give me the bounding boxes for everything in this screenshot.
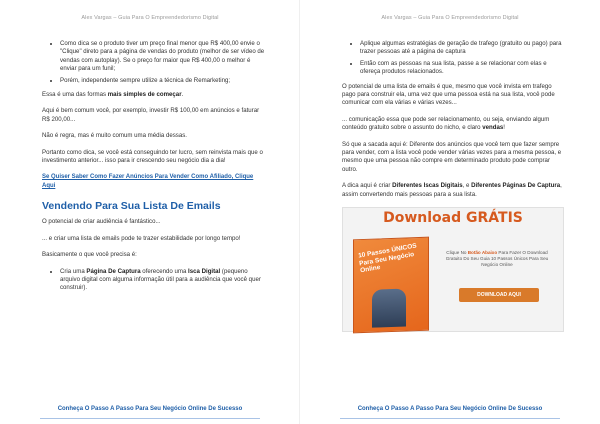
list-item: • Cria uma Página De Captura oferecendo uma Isca Digital (pequeno arquivo digital com alguma informação útil para a audiência que você quer construir). — [60, 268, 268, 293]
page-footer — [300, 397, 600, 419]
author-photo — [372, 289, 406, 328]
footer-link[interactable]: Conheça O Passo A Passo Para Seu Negócio Online De Sucesso — [57, 406, 243, 412]
paragraph: ... comunicação essa que pode ser relacionamento, ou seja, enviando algum conteúdo gratuito sobre o assunto do nicho, e claro vendas! — [342, 115, 550, 132]
bullet-list — [42, 268, 268, 293]
ebook-cover-image — [353, 237, 429, 334]
banner-copy: Clique No Botão Abaixo Para Fazer O Download Gratuito Do Seu Guia 10 Passos Únicos Para Seu Negócio Online — [445, 250, 549, 268]
footer-rule — [40, 418, 260, 419]
paragraph: O potencial de criar audiência é fantástico... — [42, 218, 161, 226]
left-page-body — [42, 40, 268, 299]
paragraph: Não é regra, mas é muito comum uma média dessas. — [42, 132, 187, 140]
affiliate-ads-link-para — [42, 173, 268, 190]
list-item: • Então com as pessoas na sua lista, passe a se relacionar com elas e ofereça produtos relacionados. — [360, 60, 564, 77]
paragraph: ... e criar uma lista de emails pode te trazer estabilidade por longo tempo! — [42, 234, 241, 242]
page-header: Alex Vargas – Guia Para O Empreendedorismo Digital — [81, 15, 219, 21]
bullet-list — [342, 40, 564, 77]
page-footer — [0, 397, 300, 419]
affiliate-ads-link[interactable]: Se Quiser Saber Como Fazer Anúncios Para Vender Como Afiliado, Clique Aqui — [42, 174, 254, 189]
paragraph: Essa é uma das formas mais simples de começar. — [42, 91, 184, 99]
paragraph: Portanto como dica, se você está conseguindo ter lucro, sem reinvista mais que o investimento anterior... isso para ir crescendo seu negócio dia a dia! — [42, 148, 263, 165]
page-header: Alex Vargas – Guia Para O Empreendedorismo Digital — [381, 15, 519, 21]
paragraph: O potencial de uma lista de emails é que, mesmo que você invista em trafego pago para construir ela, uma vez que uma pessoa está na sua lista, você pode comunicar com ela várias e várias vezes... — [342, 82, 555, 107]
list-item: • Aplique algumas estratégias de geração de trafego (gratuito ou pago) para trazer pessoas até a página de captura — [360, 40, 564, 57]
paragraph: Basicamente o que você precisa é: — [42, 251, 137, 259]
list-item: • Como dica se o produto tiver um preço final menor que R$ 400,00 envie o "Clique" direto para a página de vendas do produto (melhor de ser vídeo de vendas com autoplay). Se o preço for maior que R$ 400,00 o melhor é enviar para um funil; — [60, 40, 268, 74]
list-item: • Porém, independente sempre utilize a técnica de Remarketing; — [60, 77, 268, 85]
section-heading: Vendendo Para Sua Lista De Emails — [42, 200, 221, 213]
paragraph: A dica aqui é criar Diferentes Iscas Digitais, e Diferentes Páginas De Captura, assim convertendo mais pessoas para a sua lista. — [342, 182, 562, 198]
download-button[interactable]: DOWNLOAD AQUI — [459, 288, 539, 302]
paragraph: Aqui é bem comum você, por exemplo, investir R$ 100,00 em anúncios e faturar R$ 200,00... — [42, 107, 260, 123]
right-page-body — [342, 40, 564, 332]
bullet-list — [42, 40, 268, 85]
free-download-banner[interactable] — [342, 207, 564, 332]
banner-title: Download GRÁTIS — [383, 210, 523, 227]
paragraph: Só que a sacada aqui é: Diferente dos anúncios que você tem que fazer sempre para vender, com a lista você pode vender várias vezes para a mesma pessoa, e mesmo que uma pessoa não compre em determinado produto pode comprar outro. — [342, 140, 562, 173]
footer-link[interactable]: Conheça O Passo A Passo Para Seu Negócio Online De Sucesso — [357, 406, 543, 412]
right-page — [300, 0, 600, 424]
ebook-cover-title: 10 Passos ÚNICOS Para Seu Negócio Online — [357, 242, 418, 275]
footer-rule — [340, 418, 560, 419]
